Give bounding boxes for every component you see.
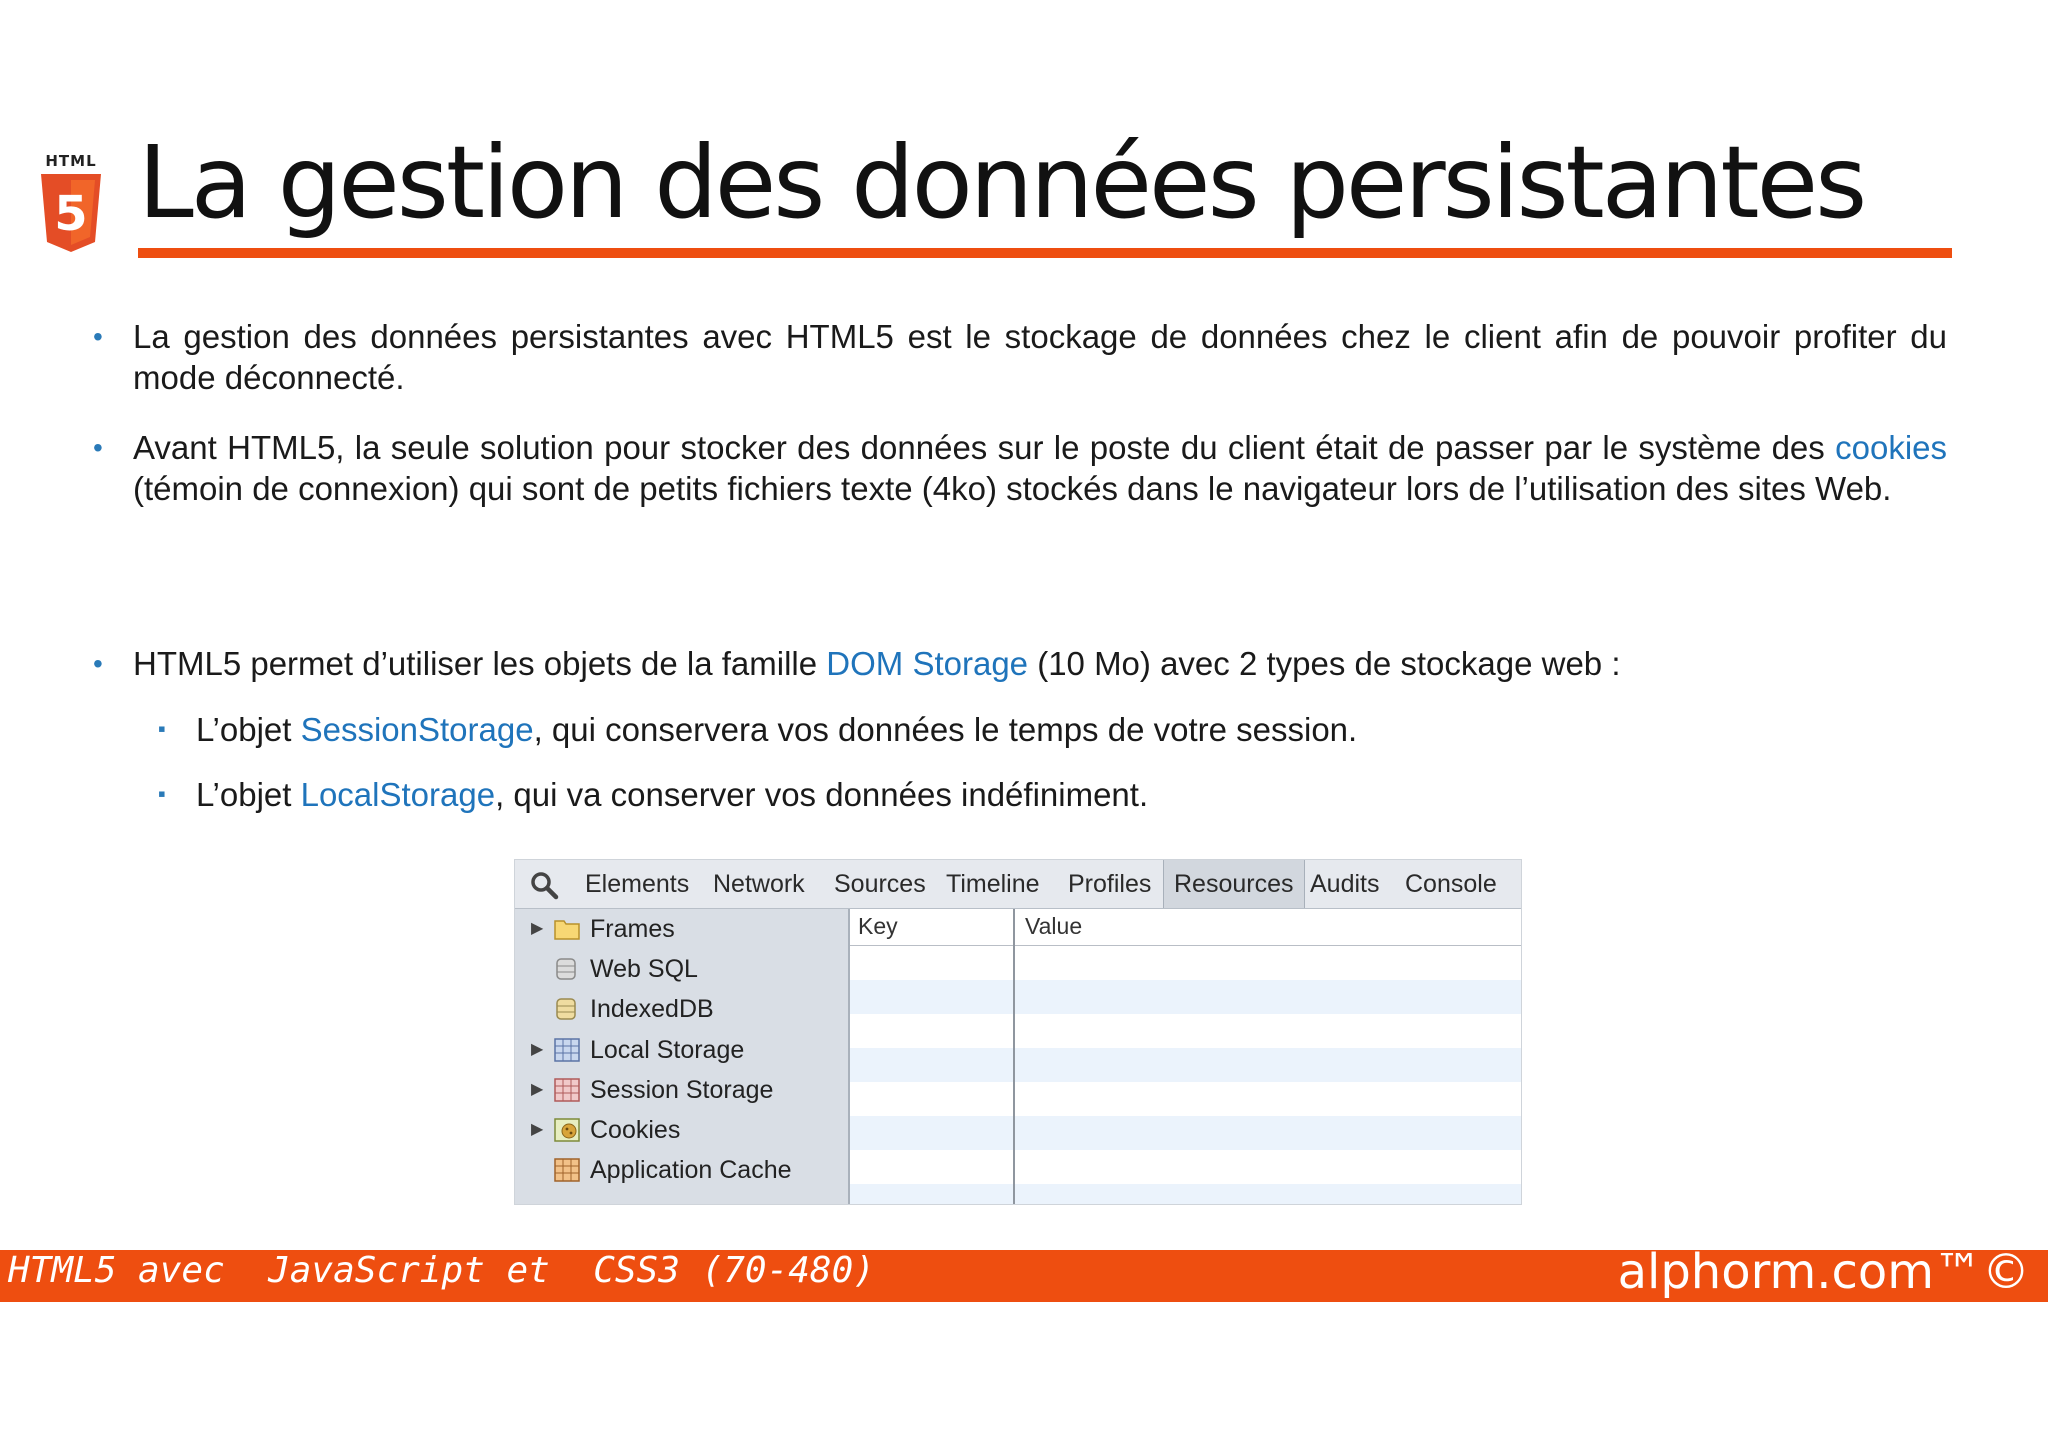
storage-data-grid <box>850 909 1521 1204</box>
tree-label: Session Storage <box>590 1076 774 1104</box>
expand-arrow-icon[interactable]: ▶ <box>531 1121 544 1138</box>
square-bullet-icon: ▪ <box>158 716 166 741</box>
dom-storage-highlight: DOM Storage <box>826 645 1029 682</box>
expand-arrow-icon[interactable]: ▶ <box>531 1041 544 1058</box>
grid-row <box>850 1150 1521 1184</box>
cookies-highlight: cookies <box>1835 429 1947 466</box>
devtools-toolbar <box>515 860 1521 909</box>
tree-item-local-storage[interactable] <box>515 1030 848 1070</box>
footer-brand: alphorm.com™© <box>1617 1244 2030 1300</box>
table-blue-icon <box>554 1038 580 1062</box>
tab-audits[interactable]: Audits <box>1310 870 1380 898</box>
bullet-2-text-b: (témoin de connexion) qui sont de petits fichiers texte (4ko) stockés dans le navigateur lors de l’utilisation des sites Web. <box>133 470 1892 507</box>
column-divider[interactable] <box>1013 909 1015 1204</box>
title-underline <box>138 248 1952 258</box>
grid-row <box>850 980 1521 1014</box>
tree-item-web-sql[interactable] <box>515 949 848 989</box>
sub-bullet-1-text-a: L’objet <box>196 711 301 748</box>
tree-label: IndexedDB <box>590 995 714 1023</box>
html5-shield-icon <box>36 174 106 254</box>
bullet-dot: • <box>93 648 103 679</box>
tree-label: Application Cache <box>590 1156 792 1184</box>
tab-network[interactable]: Network <box>713 870 805 898</box>
expand-arrow-icon[interactable]: ▶ <box>531 920 544 937</box>
bullet-dot: • <box>93 432 103 463</box>
column-header-key[interactable]: Key <box>858 913 898 939</box>
tab-timeline[interactable]: Timeline <box>946 870 1040 898</box>
tree-item-indexeddb[interactable] <box>515 989 848 1029</box>
localstorage-highlight: LocalStorage <box>300 776 496 813</box>
tree-label: Cookies <box>590 1116 681 1144</box>
grid-header <box>850 909 1521 946</box>
bullet-dot: • <box>93 321 103 352</box>
grid-row <box>850 1048 1521 1082</box>
bullet-3 <box>93 643 1947 684</box>
database-icon <box>554 957 580 981</box>
tree-item-frames[interactable] <box>515 909 848 949</box>
page-title: La gestion des données persistantes <box>138 124 1865 241</box>
square-bullet-icon: ▪ <box>158 781 166 806</box>
sub-bullet-1-text-b: , qui conservera vos données le temps de votre session. <box>533 711 1358 748</box>
footer-course-title: HTML5 avec JavaScript et CSS3 (70-480) <box>8 1250 875 1291</box>
sub-bullet-2-text-b: , qui va conserver vos données indéfiniment. <box>495 776 1149 813</box>
database-icon <box>554 997 580 1021</box>
devtools-panel <box>514 859 1522 1205</box>
grid-row <box>850 1082 1521 1116</box>
expand-arrow-icon[interactable]: ▶ <box>531 1081 544 1098</box>
bullet-1 <box>93 316 1947 398</box>
tree-label: Web SQL <box>590 955 698 983</box>
logo-text: HTML <box>45 152 97 170</box>
bullet-2 <box>93 427 1947 509</box>
bullet-1-text: La gestion des données persistantes avec HTML5 est le stockage de données chez le client afin de pouvoir profiter du mode déconnecté. <box>133 318 1947 396</box>
tab-console[interactable]: Console <box>1405 870 1497 898</box>
tree-item-application-cache[interactable] <box>515 1150 848 1190</box>
tab-resources[interactable]: Resources <box>1163 860 1305 908</box>
sessionstorage-highlight: SessionStorage <box>300 711 534 748</box>
sub-bullet-2-text-a: L’objet <box>196 776 301 813</box>
column-header-value[interactable]: Value <box>1025 913 1083 939</box>
search-icon[interactable] <box>529 870 559 900</box>
bullet-3-text-a: HTML5 permet d’utiliser les objets de la famille <box>133 645 827 682</box>
grid-row <box>850 1184 1521 1205</box>
cookie-icon <box>554 1118 580 1142</box>
tree-item-cookies[interactable] <box>515 1110 848 1150</box>
tree-label: Frames <box>590 915 675 943</box>
tree-item-session-storage[interactable] <box>515 1070 848 1110</box>
logo-number: 5 <box>54 186 88 242</box>
tab-profiles[interactable]: Profiles <box>1068 870 1152 898</box>
grid-row <box>850 1014 1521 1048</box>
tab-sources[interactable]: Sources <box>834 870 926 898</box>
tab-elements[interactable]: Elements <box>585 870 690 898</box>
table-red-icon <box>554 1078 580 1102</box>
resources-sidebar <box>515 909 850 1204</box>
bullet-3-text-b: (10 Mo) avec 2 types de stockage web : <box>1028 645 1621 682</box>
tree-label: Local Storage <box>590 1036 745 1064</box>
footer-bar <box>0 1244 2048 1302</box>
folder-icon <box>554 917 580 941</box>
table-orange-icon <box>554 1158 580 1182</box>
grid-row <box>850 946 1521 980</box>
sub-bullet-2 <box>158 774 1896 815</box>
html5-logo <box>36 152 106 252</box>
grid-row <box>850 1116 1521 1150</box>
bullet-2-text-a: Avant HTML5, la seule solution pour stocker des données sur le poste du client était de passer par le système des <box>133 429 1836 466</box>
sub-bullet-1 <box>158 709 1896 750</box>
